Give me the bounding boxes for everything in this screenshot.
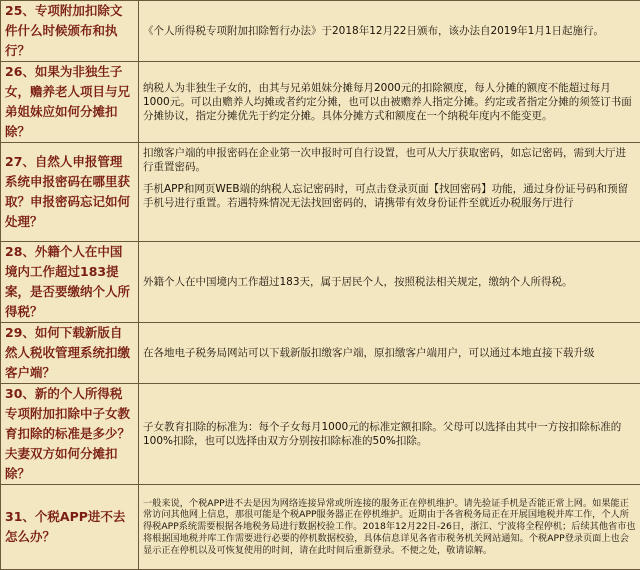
faq-row-28 [1, 242, 640, 323]
answer-28: 外籍个人在中国境内工作超过183天，属于居民个人，按照税法相关规定，缴纳个人所得税。 [139, 242, 640, 323]
faq-row-30 [1, 384, 640, 485]
answer-31: 一般来说，个税APP进不去是因为网络连接异常或所连接的服务正在停机维护。请先验证手机是否能正常上网。如果能正常访问其他网上信息，那很可能是个税APP服务器正在停机维护。近期由于各省税务局正在开展国地税并库工作，个人所得税APP系统需要根据各地税务局进行数据校验工作。2018年12月22日-26日，浙江、宁波将全程停机；后续其他省市也将根据国地税并库工作需要进行必要的停机数据校验，具体信息详见各省市税务机关网站通知。个税APP登录页面上也会显示正在停机以及可恢复使用的时间，请在此时间后重新登录。不便之处，敬请谅解。 [139, 485, 640, 570]
faq-row-25 [1, 1, 640, 62]
faq-row-29 [1, 323, 640, 384]
answer-27 [139, 143, 640, 242]
question-31: 31、个税APP进不去怎么办？ [1, 485, 139, 570]
question-29: 29、如何下载新版自然人税收管理系统扣缴客户端？ [1, 323, 139, 384]
faq-row-26 [1, 62, 640, 143]
answer-27-part-2: 手机APP和网页WEB端的纳税人忘记密码时，可点击登录页面【找回密码】功能，通过身份证号码和预留手机号进行重置。若遇特殊情况无法找回密码的，请携带有效身份证件至就近办税服务厅进行 [143, 182, 636, 210]
answer-26: 纳税人为非独生子女的，由其与兄弟姐妹分摊每月2000元的扣除额度，每人分摊的额度不能超过每月1000元。可以由赡养人均摊或者约定分摊，也可以由被赡养人指定分摊。约定或者指定分摊的须签订书面分摊协议，指定分摊优先于约定分摊。具体分摊方式和额度在一个纳税年度内不能变更。 [139, 62, 640, 143]
question-25: 25、专项附加扣除文件什么时候颁布和执行？ [1, 1, 139, 62]
faq-row-27 [1, 143, 640, 242]
answer-25: 《个人所得税专项附加扣除暂行办法》于2018年12月22日颁布，该办法自2019年1月1日起施行。 [139, 1, 640, 62]
answer-27-part-1: 扣缴客户端的申报密码在企业第一次申报时可自行设置，也可从大厅获取密码，如忘记密码，需到大厅进行重置密码。 [143, 146, 636, 174]
question-28: 28、外籍个人在中国境内工作超过183提案，是否要缴纳个人所得税？ [1, 242, 139, 323]
question-30: 30、新的个人所得税专项附加扣除中子女教育扣除的标准是多少？夫妻双方如何分摊扣除？ [1, 384, 139, 485]
answer-29: 在各地电子税务局网站可以下载新版扣缴客户端，原扣缴客户端用户，可以通过本地直接下载升级 [139, 323, 640, 384]
faq-row-31 [1, 485, 640, 570]
question-26: 26、如果为非独生子女，赡养老人项目与兄弟姐妹应如何分摊扣除？ [1, 62, 139, 143]
question-27: 27、自然人申报管理系统申报密码在哪里获取？申报密码忘记如何处理？ [1, 143, 139, 242]
answer-30: 子女教育扣除的标准为：每个子女每月1000元的标准定额扣除。父母可以选择由其中一方按扣除标准的100%扣除，也可以选择由双方分别按扣除标准的50%扣除。 [139, 384, 640, 485]
